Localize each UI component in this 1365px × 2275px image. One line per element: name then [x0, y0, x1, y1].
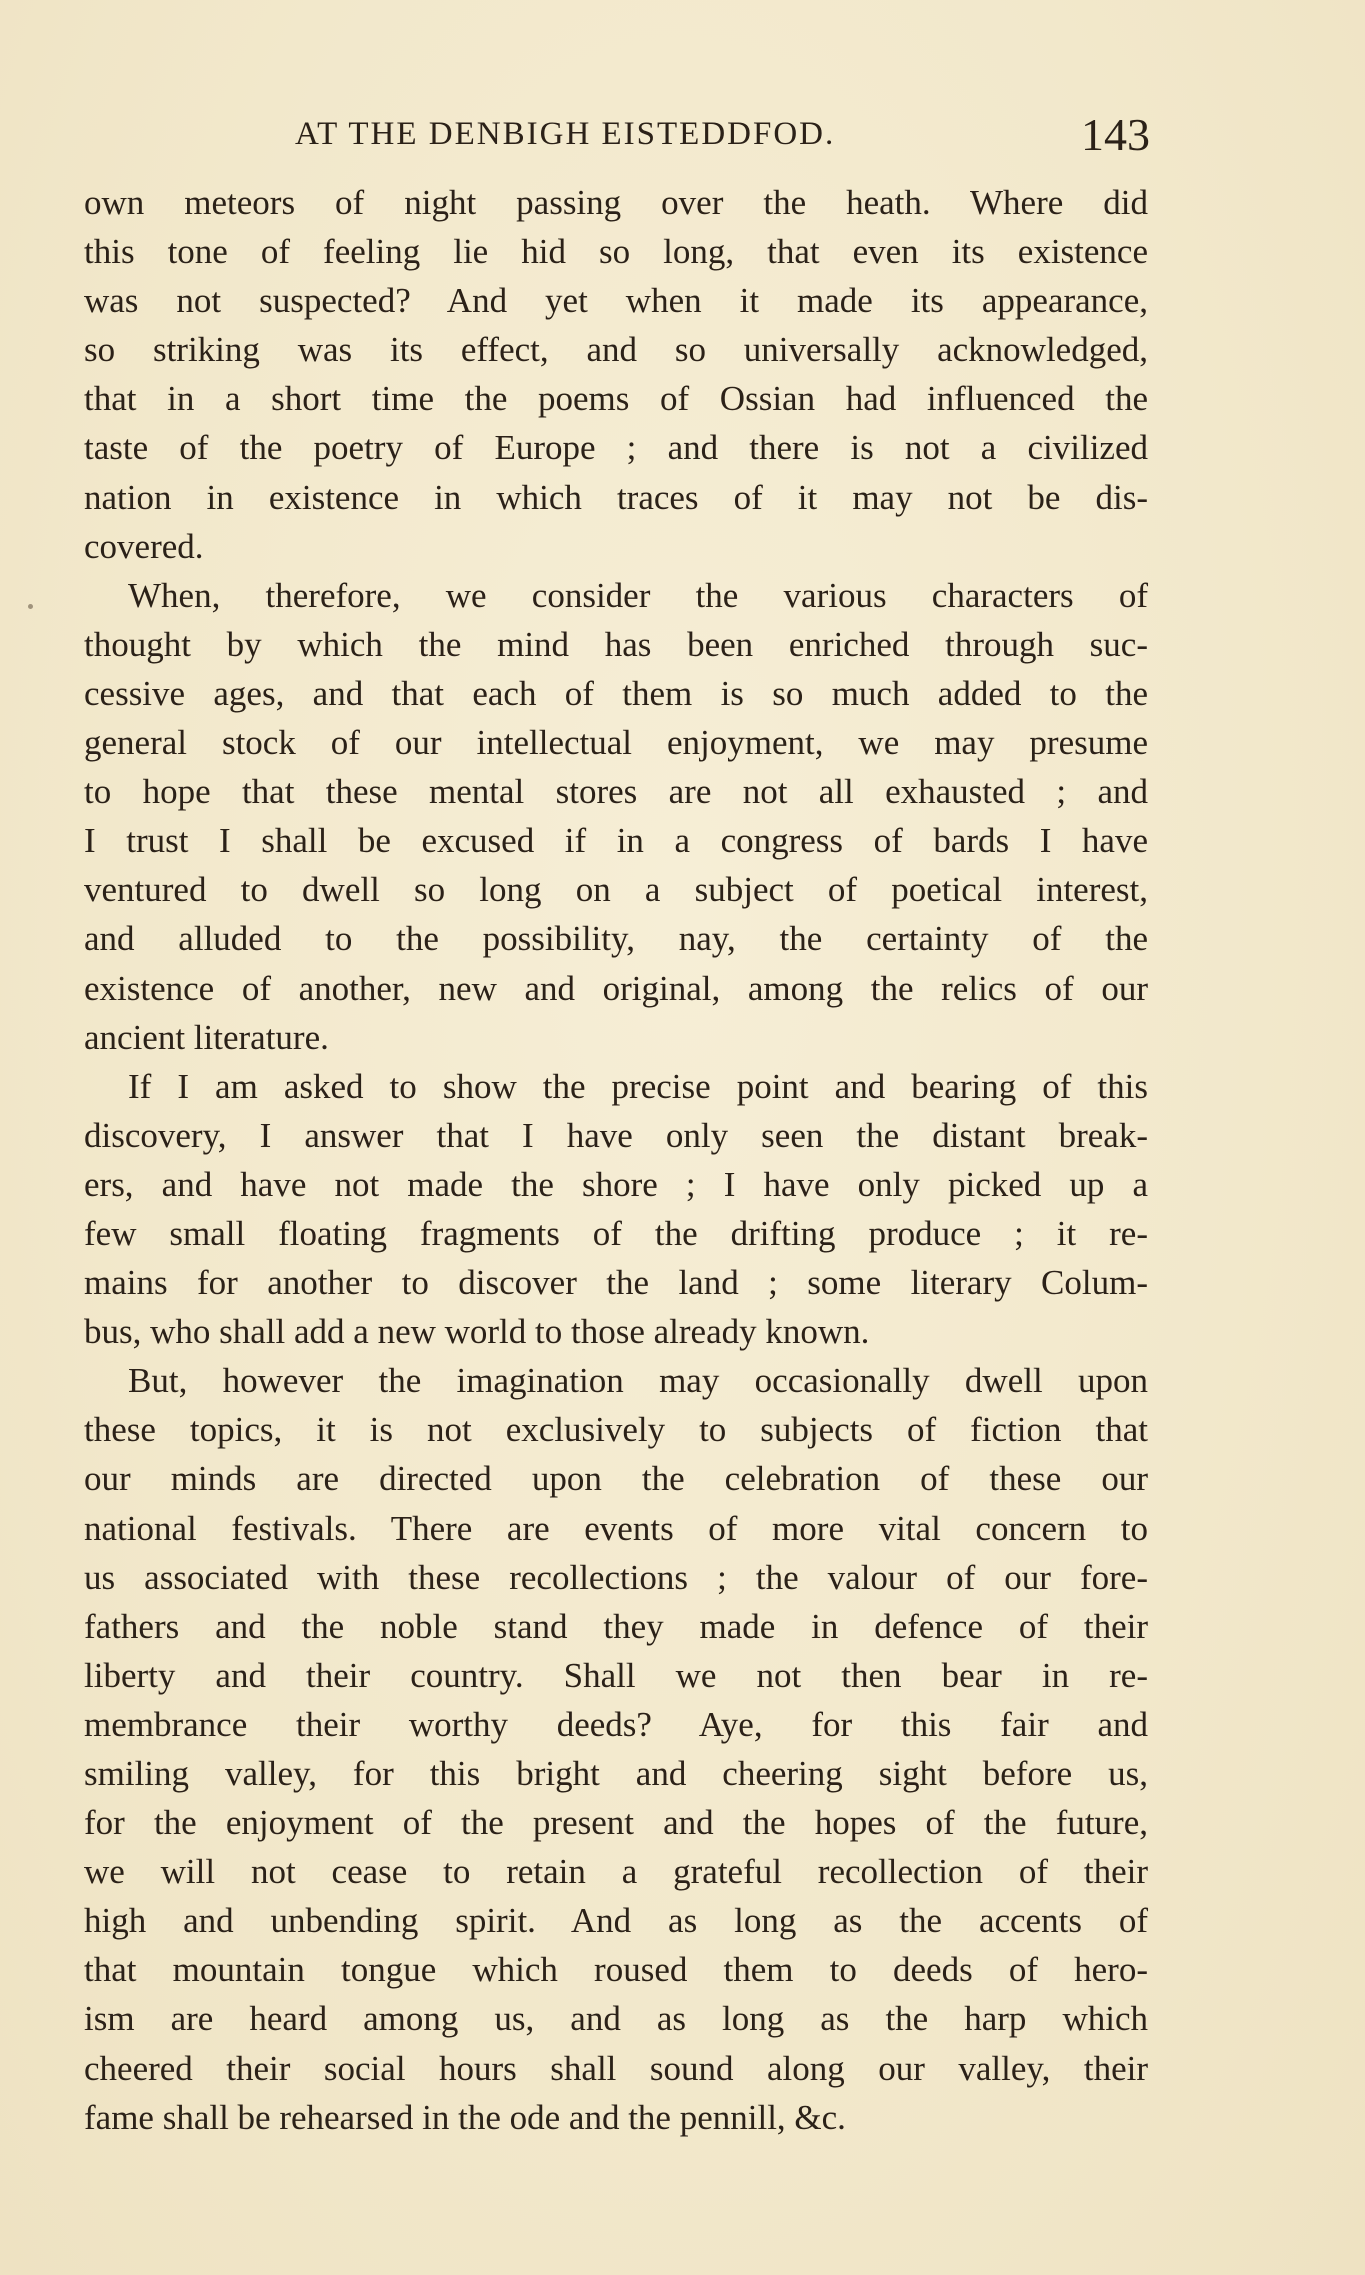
text-line: thought by which the mind has been enriched through suc- — [84, 624, 1148, 664]
text-line: liberty and their country. Shall we not then bear in re- — [84, 1655, 1148, 1695]
text-line: our minds are directed upon the celebration of these our — [84, 1459, 1148, 1499]
text-line: that in a short time the poems of Ossian had influenced the — [84, 379, 1148, 419]
text-line: membrance their worthy deeds? Aye, for this fair and — [84, 1704, 1148, 1744]
body-text — [84, 178, 1148, 2142]
text-line: general stock of our intellectual enjoyment, we may presume — [84, 723, 1148, 763]
paragraph-first-line: If I am asked to show the precise point and bearing of this — [128, 1066, 1148, 1106]
text-line: mains for another to discover the land ; some literary Colum- — [84, 1263, 1148, 1303]
text-line: this tone of feeling lie hid so long, that even its existence — [84, 232, 1148, 272]
text-line: smiling valley, for this bright and cheering sight before us, — [84, 1754, 1148, 1793]
running-head — [70, 108, 1150, 168]
text-line: few small floating fragments of the drifting produce ; it re- — [84, 1213, 1148, 1253]
paragraph-first-line: When, therefore, we consider the various characters of — [128, 575, 1148, 615]
text-line: cheered their social hours shall sound along our valley, their — [84, 2048, 1148, 2088]
text-line: to hope that these mental stores are not all exhausted ; and — [84, 772, 1148, 812]
text-line: taste of the poetry of Europe ; and there is not a civilized — [84, 428, 1148, 468]
text-line: discovery, I answer that I have only seen the distant break- — [84, 1115, 1148, 1155]
text-line: bus, who shall add a new world to those already known. — [84, 1312, 870, 1352]
text-line: these topics, it is not exclusively to subjects of fiction that — [84, 1410, 1148, 1450]
text-line: ancient literature. — [84, 1017, 329, 1057]
text-line: ism are heard among us, and as long as the harp which — [84, 1999, 1148, 2039]
page-number: 143 — [1081, 109, 1150, 160]
text-line: we will not cease to retain a grateful recollection of their — [84, 1852, 1148, 1892]
text-line: ventured to dwell so long on a subject of poetical interest, — [84, 870, 1148, 910]
text-line: high and unbending spirit. And as long as the accents of — [84, 1901, 1148, 1941]
text-line: ers, and have not made the shore ; I have only picked up a — [84, 1164, 1148, 1204]
paragraph-first-line: But, however the imagination may occasionally dwell upon — [128, 1361, 1148, 1401]
text-line: existence of another, new and original, among the relics of our — [84, 968, 1148, 1008]
text-line: nation in existence in which traces of it may not be dis- — [84, 477, 1148, 517]
text-line: that mountain tongue which roused them to deeds of hero- — [84, 1950, 1148, 1990]
text-line: cessive ages, and that each of them is so much added to the — [84, 673, 1148, 713]
text-line: so striking was its effect, and so universally acknowledged, — [84, 330, 1148, 370]
margin-speck — [28, 604, 33, 609]
text-line: fame shall be rehearsed in the ode and the pennill, &c. — [84, 2097, 846, 2137]
text-line: and alluded to the possibility, nay, the certainty of the — [84, 919, 1148, 959]
text-line: own meteors of night passing over the heath. Where did — [84, 183, 1148, 222]
running-head-title: AT THE DENBIGH EISTEDDFOD. — [295, 116, 836, 152]
text-line: national festivals. There are events of more vital concern to — [84, 1508, 1148, 1548]
text-line: I trust I shall be excused if in a congress of bards I have — [84, 821, 1148, 861]
text-line: fathers and the noble stand they made in defence of their — [84, 1606, 1148, 1646]
text-line: for the enjoyment of the present and the hopes of the future, — [84, 1803, 1148, 1843]
text-line: was not suspected? And yet when it made its appearance, — [84, 281, 1148, 321]
text-line: us associated with these recollections ; the valour of our fore- — [84, 1557, 1148, 1597]
text-line: covered. — [84, 526, 204, 566]
